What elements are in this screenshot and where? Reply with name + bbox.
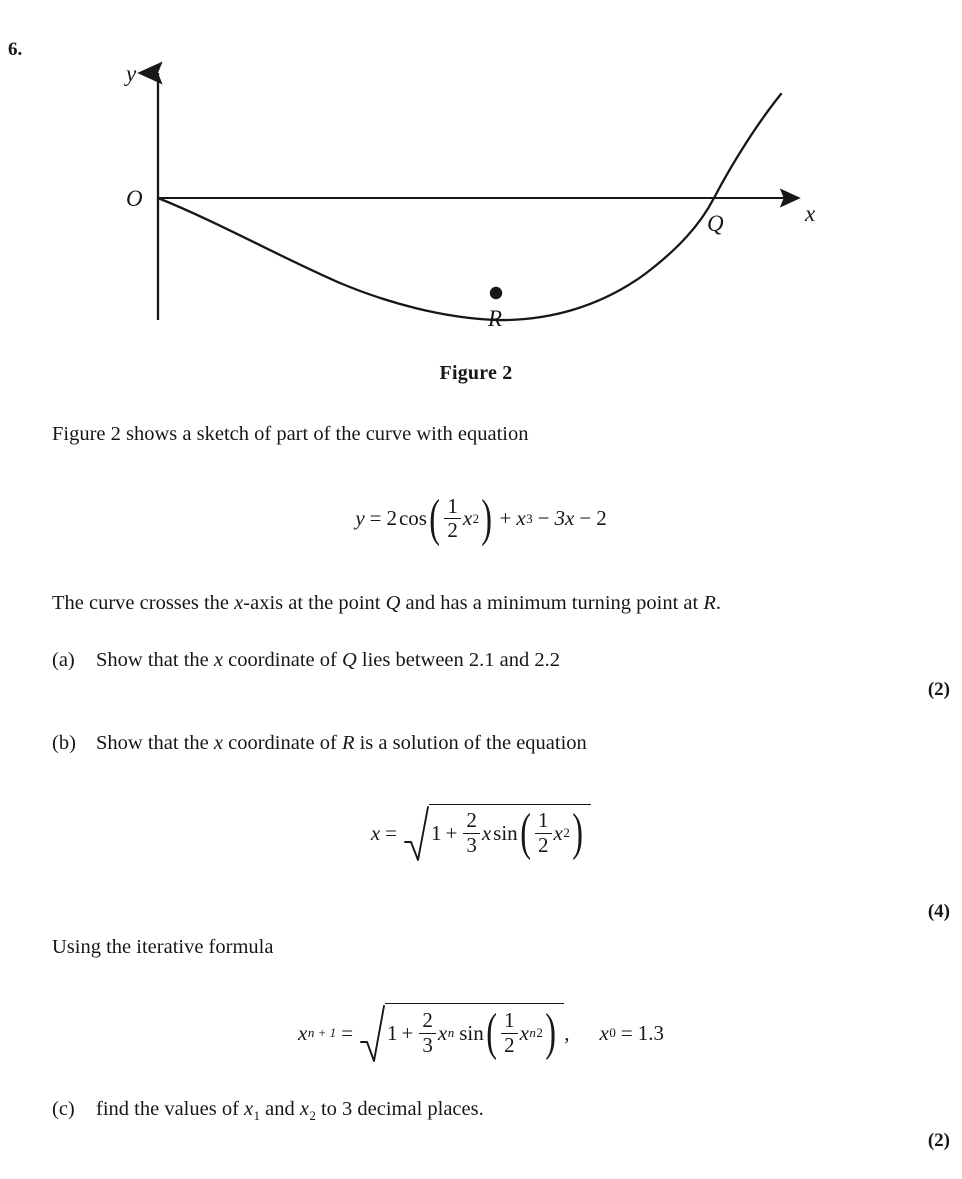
part-a-label: (a)	[52, 649, 75, 671]
part-c-x1-subscript: 1	[253, 1109, 260, 1124]
figure-caption	[0, 362, 962, 385]
part-b-text-mid: coordinate of	[222, 732, 342, 754]
part-a	[52, 648, 560, 674]
intro-paragraph: Figure 2 shows a sketch of part of the curve with equation	[52, 423, 529, 445]
iter-one: 1	[387, 1020, 398, 1045]
curve-desc-point-q: Q	[385, 592, 401, 614]
right-paren-icon: )	[572, 804, 583, 862]
left-paren-icon: (	[519, 804, 531, 862]
fraction-numerator: 1	[504, 1008, 515, 1033]
part-b-marks: (4)	[927, 901, 950, 922]
iter-var: x	[437, 1020, 448, 1045]
point-q-label: Q	[707, 211, 724, 236]
curve-desc-end: .	[715, 592, 721, 614]
part-b-x: x	[213, 732, 223, 754]
question-number: 6.	[8, 39, 23, 60]
part-c-text-pre: find the values of	[96, 1098, 245, 1120]
radicand: 1 + $\frac{2}{3}$ x sin ( $\frac{1}{2}$ x 2 )	[429, 804, 591, 862]
iter-equals: =	[341, 1020, 354, 1045]
part-a-x: x	[213, 649, 223, 671]
radicand: 1 + $\frac{2}{3}$ x n sin ( $\frac{1}{2}$ x n 2 )	[385, 1003, 564, 1063]
curve-desc-x: x	[234, 592, 244, 614]
fraction-numerator: 2	[422, 1008, 433, 1033]
curve-eq-equals: =	[369, 506, 382, 531]
iter-half-fraction	[501, 1010, 518, 1056]
part-c	[52, 1097, 484, 1123]
iter-sin: sin	[459, 1020, 484, 1045]
left-paren-icon: (	[429, 490, 441, 548]
left-paren-icon: (	[486, 1004, 497, 1062]
part-b-eq-equals: =	[385, 820, 397, 845]
curve-desc-mid: -axis at the point	[243, 592, 386, 614]
iter-seed-var: x	[599, 1020, 609, 1045]
fraction-numerator: 2	[466, 808, 477, 833]
part-b-eq-lhs: x	[370, 820, 381, 845]
curve-eq-half-fraction	[444, 496, 461, 542]
fraction-numerator: 1	[538, 808, 549, 833]
iter-lhs-var: x	[298, 1020, 308, 1045]
curve-path	[158, 94, 781, 320]
curve-eq-linear-term: 3x	[554, 506, 575, 531]
part-a-point-q: Q	[341, 649, 357, 671]
curve-eq-lhs: y	[355, 506, 365, 531]
curve-eq-constant: 2	[596, 506, 607, 531]
fraction-denominator: 2	[535, 833, 552, 856]
part-c-marks: (2)	[927, 1130, 950, 1151]
part-c-and: and	[259, 1098, 300, 1120]
iterative-formula: x n + 1 = 1 + $\frac{2}{3}$ x n sin ( $\frac{1}{2}$ x n 2 ) , x 0 = 1.3	[298, 1004, 664, 1062]
part-b-eq-plus: +	[445, 820, 458, 845]
curve-desc-point-r: R	[703, 592, 716, 614]
curve-eq-arg-var: x	[462, 506, 473, 531]
iter-seed-equals: =	[620, 1020, 633, 1045]
minimum-point-marker	[490, 287, 502, 299]
origin-label: O	[126, 186, 143, 211]
part-c-x2: x	[299, 1098, 309, 1120]
part-b-eq-one: 1	[430, 820, 442, 845]
part-b-label: (b)	[52, 732, 76, 754]
part-b-eq-sin: sin	[493, 820, 518, 845]
curve-description	[52, 591, 721, 617]
curve-desc-pre: The curve crosses the	[52, 592, 235, 614]
part-b-half-fraction	[535, 810, 552, 856]
part-c-text-end: to 3 decimal places.	[315, 1098, 484, 1120]
point-r-label: R	[488, 306, 503, 331]
fraction-numerator: 1	[447, 494, 458, 518]
iter-seed-value: 1.3	[637, 1020, 664, 1045]
iter-arg-var: x	[519, 1020, 529, 1045]
part-a-text-end: lies between 2.1 and 2.2	[356, 649, 561, 671]
part-c-x1: x	[244, 1098, 254, 1120]
curve-eq-cubic-var: x	[516, 506, 526, 531]
part-c-x2-subscript: 2	[309, 1109, 316, 1124]
fraction-denominator: 3	[419, 1033, 436, 1056]
right-paren-icon: )	[545, 1004, 556, 1062]
part-b-eq-arg-var: x	[553, 820, 563, 845]
iter-two-thirds-fraction	[419, 1010, 436, 1056]
curve-equation: y = 2 cos ( $\frac{1}{2}$ x 2 ) + x 3 − 3x − 2	[355, 490, 607, 548]
fraction-denominator: 3	[463, 833, 480, 856]
fraction-denominator: 2	[444, 518, 461, 541]
iter-plus: +	[401, 1020, 414, 1045]
square-root-expression	[404, 804, 591, 862]
curve-eq-plus: +	[499, 506, 512, 531]
part-b	[52, 731, 587, 757]
part-a-marks: (2)	[927, 679, 950, 700]
y-axis-label: y	[126, 61, 137, 86]
right-paren-icon: )	[481, 490, 493, 548]
part-b-eq-var: x	[481, 820, 492, 845]
iterative-formula-intro: Using the iterative formula	[52, 936, 274, 958]
figure-caption-text: Figure 2	[439, 362, 513, 384]
curve-eq-minus-2: −	[579, 506, 592, 531]
x-axis-label: x	[805, 201, 816, 226]
curve-eq-minus-1: −	[537, 506, 550, 531]
radical-sign-icon	[360, 1003, 386, 1063]
part-b-text-end: is a solution of the equation	[354, 732, 587, 754]
fraction-denominator: 2	[501, 1033, 518, 1056]
curve-eq-coefficient: 2	[386, 506, 397, 531]
part-a-text-mid: coordinate of	[222, 649, 342, 671]
radical-sign-icon	[404, 804, 430, 862]
figure-2-graph	[0, 45, 962, 345]
curve-eq-cos: cos	[398, 506, 427, 531]
part-a-text-pre: Show that the	[96, 649, 214, 671]
part-b-two-thirds-fraction	[463, 810, 480, 856]
curve-desc-mid-2: and has a minimum turning point at	[400, 592, 704, 614]
part-c-label: (c)	[52, 1098, 75, 1120]
part-b-equation	[0, 804, 962, 862]
iter-comma: ,	[564, 1020, 570, 1045]
square-root-expression	[360, 1003, 564, 1063]
part-b-text-pre: Show that the	[96, 732, 214, 754]
part-b-point-r: R	[341, 732, 355, 754]
